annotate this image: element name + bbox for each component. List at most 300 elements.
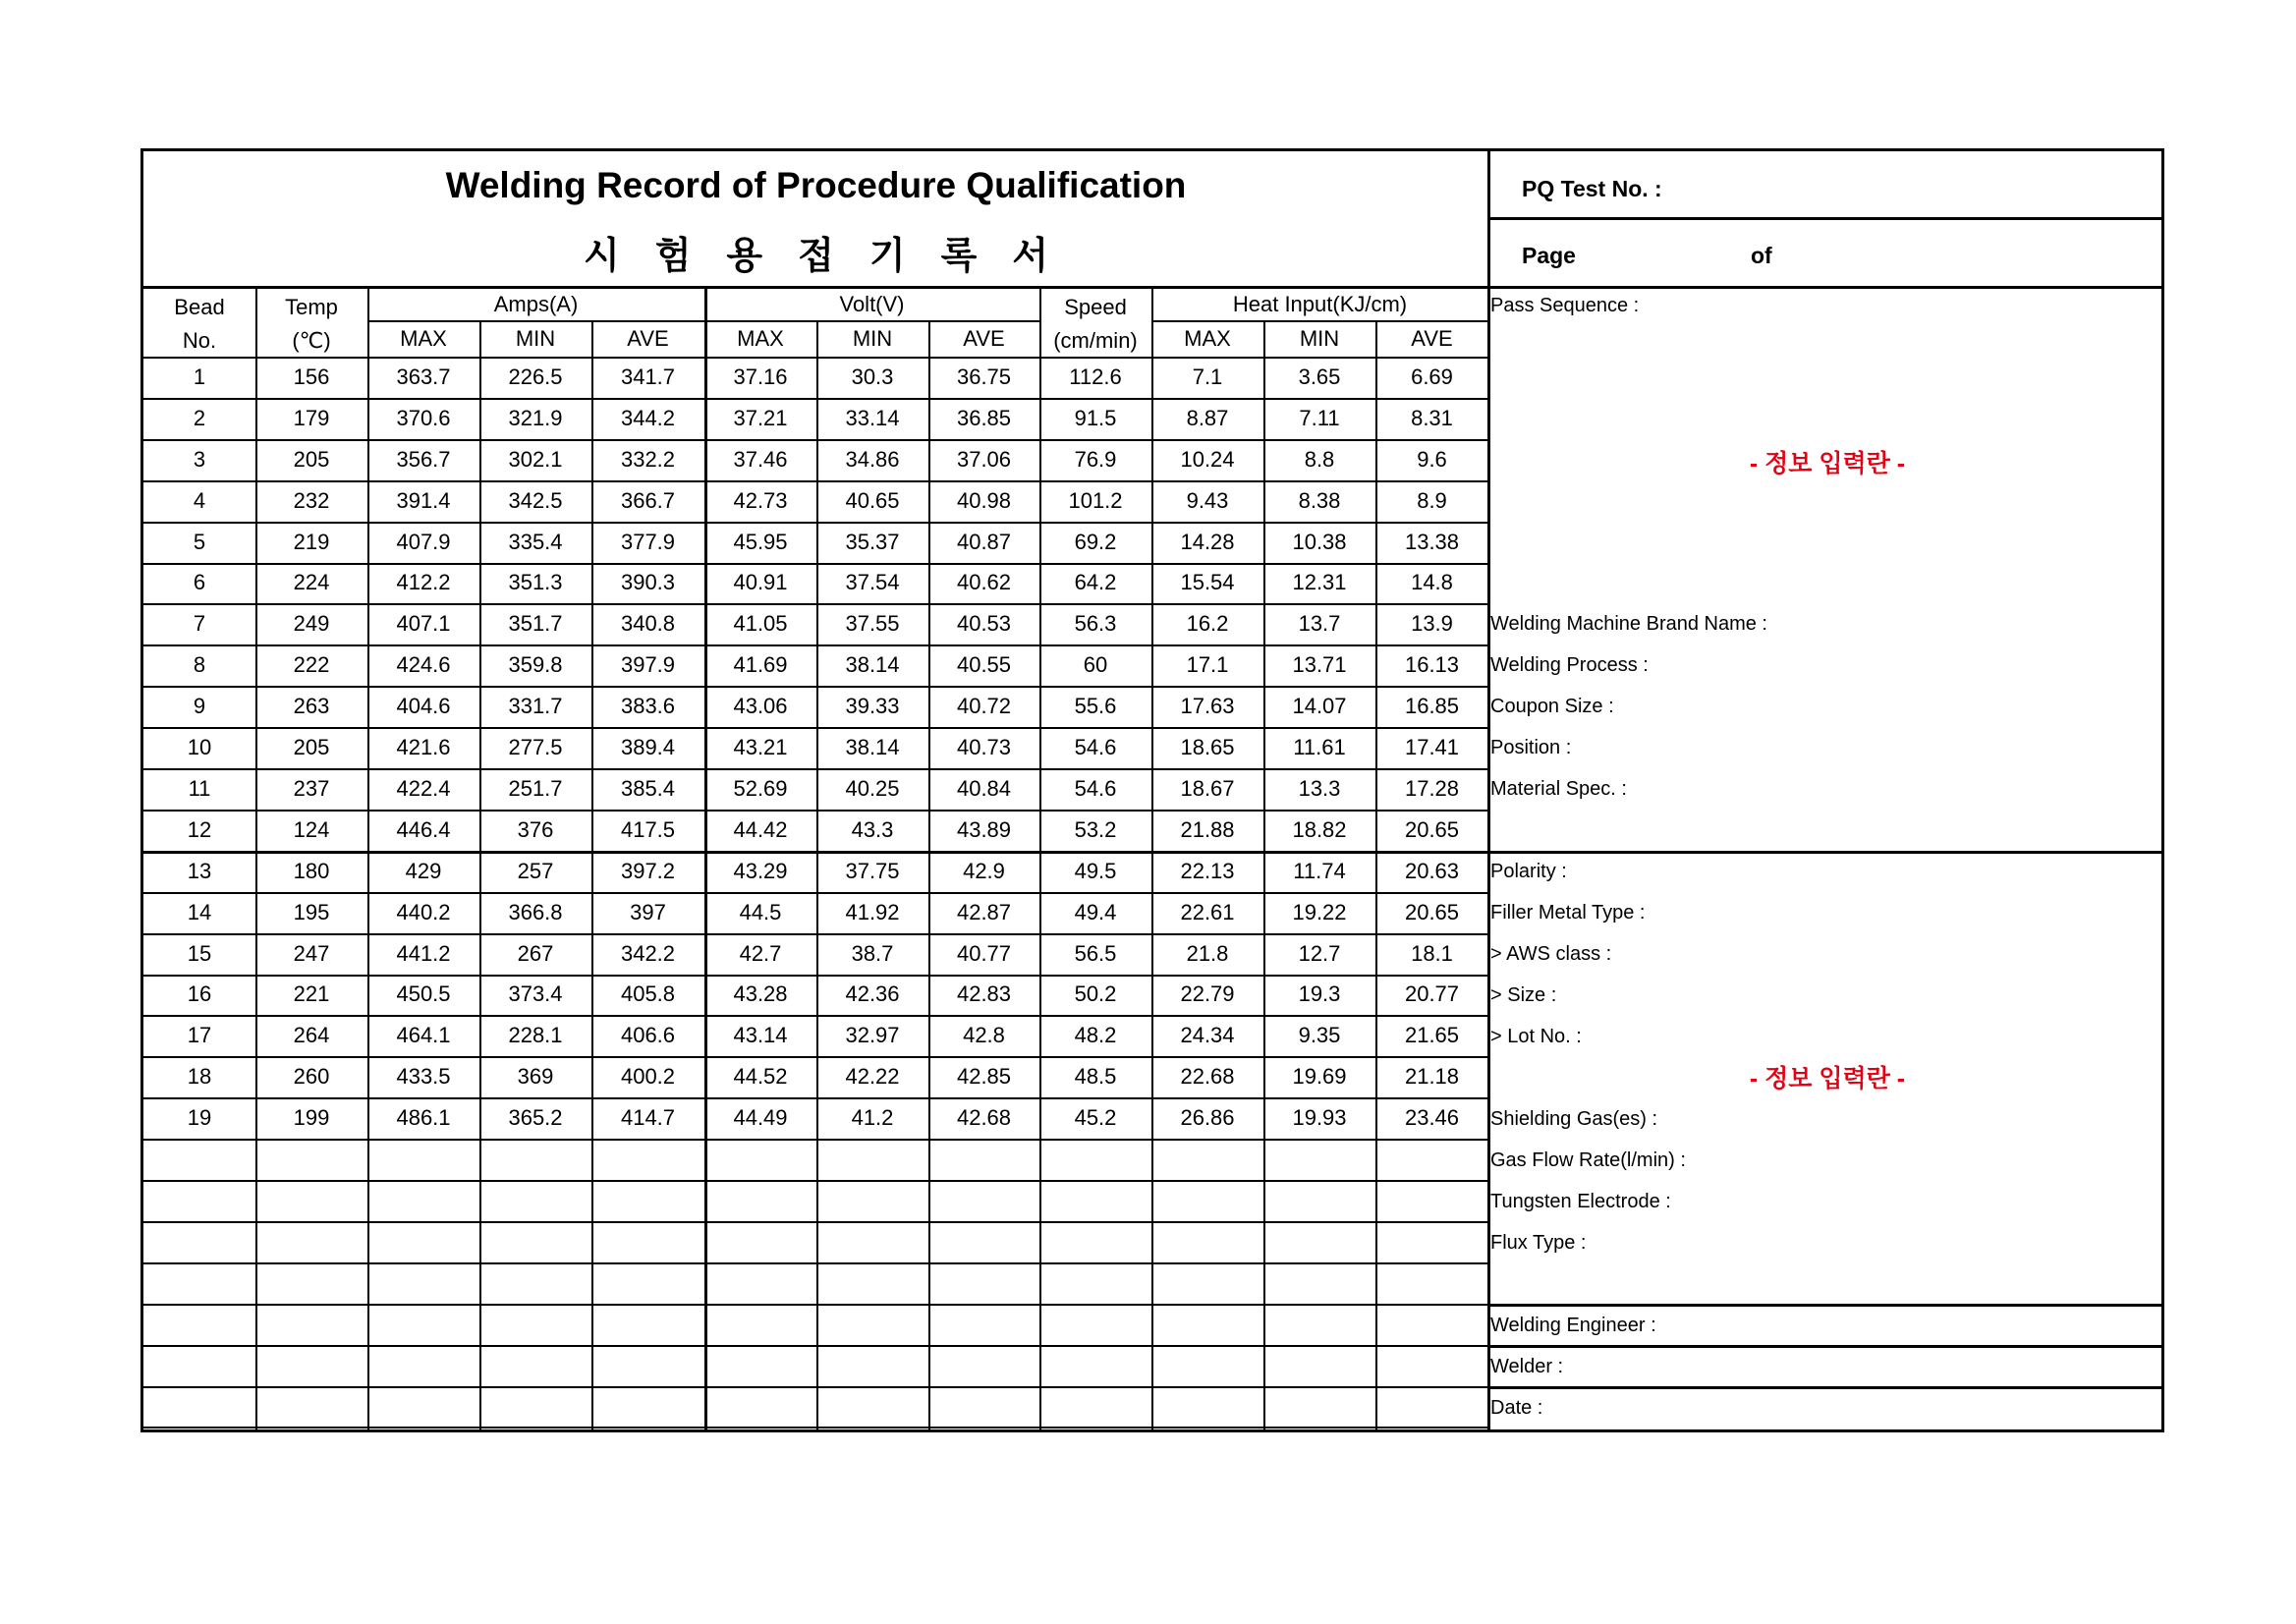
- cell-amps-max: 450.5: [396, 981, 451, 1007]
- cell-speed: 76.9: [1074, 446, 1117, 472]
- label-aws-class: > AWS class :: [1490, 942, 1612, 965]
- grid-hline: [143, 1139, 1487, 1141]
- cell-volt-ave: 36.75: [956, 364, 1012, 389]
- cell-volt-ave: 42.87: [956, 899, 1012, 924]
- cell-volt-max: 37.21: [733, 405, 788, 430]
- cell-amps-ave: 414.7: [620, 1105, 676, 1131]
- label-filler-metal: Filler Metal Type :: [1490, 901, 1646, 924]
- cell-amps-ave: 400.2: [620, 1064, 676, 1090]
- cell-heat-ave: 18.1: [1411, 940, 1453, 966]
- cell-heat-min: 19.93: [1292, 1105, 1347, 1131]
- cell-heat-max: 7.1: [1192, 364, 1223, 389]
- cell-heat-min: 12.31: [1292, 570, 1347, 595]
- cell-amps-ave: 332.2: [620, 446, 676, 472]
- col-speed: Speed: [1064, 295, 1127, 319]
- cell-volt-min: 42.22: [845, 1064, 900, 1090]
- cell-bead-no: 9: [193, 694, 206, 719]
- cell-heat-max: 22.79: [1180, 981, 1235, 1007]
- cell-amps-max: 412.2: [396, 570, 451, 595]
- cell-amps-min: 251.7: [508, 775, 563, 801]
- cell-volt-ave: 40.72: [956, 694, 1012, 719]
- cell-amps-ave: 341.7: [620, 364, 676, 389]
- cell-amps-ave: 340.8: [620, 611, 676, 637]
- grid-vline: [704, 286, 707, 1429]
- label-welding-machine: Welding Machine Brand Name :: [1490, 612, 1767, 635]
- cell-heat-ave: 13.9: [1411, 611, 1453, 637]
- col-amps-min: MIN: [515, 326, 556, 351]
- info-placeholder-top: - 정보 입력란 -: [1749, 450, 1906, 477]
- cell-bead-no: 18: [187, 1064, 212, 1090]
- cell-amps-min: 359.8: [508, 652, 563, 678]
- grid-hline: [1487, 1345, 2161, 1348]
- cell-bead-no: 5: [193, 529, 206, 554]
- grid-hline: [143, 398, 1487, 400]
- label-welding-process: Welding Process :: [1490, 653, 1649, 676]
- cell-heat-ave: 16.13: [1404, 652, 1460, 678]
- cell-temp: 221: [293, 981, 330, 1007]
- cell-volt-max: 44.5: [739, 899, 782, 924]
- grid-hline: [143, 563, 1487, 565]
- cell-volt-min: 33.14: [845, 405, 900, 430]
- grid-hline: [143, 480, 1487, 482]
- cell-volt-min: 38.7: [851, 940, 894, 966]
- cell-amps-min: 267: [517, 940, 554, 966]
- title-ko-char: 록: [940, 235, 978, 277]
- cell-heat-max: 16.2: [1186, 611, 1229, 637]
- col-heat-ave: AVE: [1411, 326, 1453, 351]
- cell-amps-min: 277.5: [508, 735, 563, 760]
- label-coupon-size: Coupon Size :: [1490, 695, 1614, 717]
- cell-volt-max: 43.28: [733, 981, 788, 1007]
- grid-vline: [1151, 286, 1153, 1429]
- cell-speed: 91.5: [1074, 405, 1117, 430]
- cell-volt-min: 40.25: [845, 775, 900, 801]
- cell-amps-ave: 397: [630, 899, 666, 924]
- cell-heat-max: 14.28: [1180, 529, 1235, 554]
- cell-volt-min: 32.97: [845, 1023, 900, 1048]
- cell-heat-min: 13.71: [1292, 652, 1347, 678]
- cell-heat-min: 18.82: [1292, 816, 1347, 842]
- cell-amps-min: 226.5: [508, 364, 563, 389]
- label-welder: Welder :: [1490, 1355, 1564, 1377]
- cell-amps-min: 365.2: [508, 1105, 563, 1131]
- grid-hline: [143, 1262, 1487, 1264]
- cell-amps-min: 321.9: [508, 405, 563, 430]
- cell-amps-max: 446.4: [396, 816, 451, 842]
- title-ko-char: 서: [1012, 235, 1049, 277]
- grid-hline: [143, 357, 1487, 359]
- cell-temp: 237: [293, 775, 330, 801]
- title-ko-char: 접: [798, 235, 834, 277]
- cell-volt-min: 43.3: [851, 816, 894, 842]
- cell-amps-max: 433.5: [396, 1064, 451, 1090]
- cell-volt-max: 43.14: [733, 1023, 788, 1048]
- cell-volt-ave: 40.84: [956, 775, 1012, 801]
- cell-volt-min: 37.75: [845, 858, 900, 883]
- col-amps: Amps(A): [493, 292, 579, 316]
- label-material-spec: Material Spec. :: [1490, 777, 1627, 800]
- label-flux-type: Flux Type :: [1490, 1231, 1587, 1254]
- cell-bead-no: 16: [187, 981, 212, 1007]
- cell-temp: 124: [293, 816, 330, 842]
- cell-amps-ave: 405.8: [620, 981, 676, 1007]
- cell-heat-max: 21.88: [1180, 816, 1235, 842]
- cell-speed: 101.2: [1068, 487, 1123, 513]
- cell-temp: 264: [293, 1023, 330, 1048]
- cell-amps-ave: 390.3: [620, 570, 676, 595]
- cell-amps-ave: 389.4: [620, 735, 676, 760]
- label-pass-sequence: Pass Sequence :: [1490, 294, 1640, 316]
- grid-hline: [143, 933, 1487, 935]
- cell-bead-no: 10: [187, 735, 212, 760]
- cell-speed: 56.5: [1074, 940, 1117, 966]
- col-volt-max: MAX: [737, 326, 784, 351]
- cell-volt-ave: 40.55: [956, 652, 1012, 678]
- cell-amps-max: 407.9: [396, 529, 451, 554]
- cell-heat-ave: 20.65: [1404, 899, 1460, 924]
- cell-amps-min: 376: [517, 816, 554, 842]
- cell-volt-ave: 40.77: [956, 940, 1012, 966]
- cell-bead-no: 17: [187, 1023, 212, 1048]
- cell-volt-min: 37.55: [845, 611, 900, 637]
- cell-amps-max: 356.7: [396, 446, 451, 472]
- cell-amps-max: 486.1: [396, 1105, 451, 1131]
- grid-vline: [367, 286, 369, 1429]
- cell-bead-no: 19: [187, 1105, 212, 1131]
- label-date: Date :: [1490, 1396, 1543, 1419]
- col-heat-min: MIN: [1299, 326, 1340, 351]
- cell-heat-min: 14.07: [1292, 694, 1347, 719]
- cell-volt-max: 45.95: [733, 529, 788, 554]
- pq-record-form: [140, 148, 2164, 1432]
- cell-volt-ave: 42.85: [956, 1064, 1012, 1090]
- cell-heat-max: 18.65: [1180, 735, 1235, 760]
- cell-heat-ave: 9.6: [1417, 446, 1447, 472]
- cell-speed: 49.4: [1074, 899, 1117, 924]
- cell-heat-ave: 20.77: [1404, 981, 1460, 1007]
- cell-heat-max: 10.24: [1180, 446, 1235, 472]
- cell-heat-min: 10.38: [1292, 529, 1347, 554]
- label-lot-no: > Lot No. :: [1490, 1025, 1582, 1047]
- cell-temp: 205: [293, 735, 330, 760]
- grid-hline: [1151, 320, 1487, 322]
- col-speed-unit: (cm/min): [1053, 328, 1138, 353]
- cell-volt-ave: 42.9: [963, 858, 1005, 883]
- cell-temp: 247: [293, 940, 330, 966]
- label-polarity: Polarity :: [1490, 860, 1567, 882]
- cell-speed: 45.2: [1074, 1105, 1117, 1131]
- grid-hline: [143, 727, 1487, 729]
- cell-volt-min: 42.36: [845, 981, 900, 1007]
- cell-bead-no: 3: [193, 446, 206, 472]
- col-volt-ave: AVE: [963, 326, 1005, 351]
- cell-temp: 219: [293, 529, 330, 554]
- cell-heat-max: 26.86: [1180, 1105, 1235, 1131]
- cell-heat-min: 11.74: [1293, 858, 1346, 883]
- grid-hline: [143, 522, 1487, 524]
- cell-heat-max: 15.54: [1180, 570, 1235, 595]
- cell-bead-no: 1: [193, 364, 206, 389]
- cell-heat-min: 19.3: [1298, 981, 1341, 1007]
- title-ko-char: 험: [654, 235, 692, 277]
- cell-heat-min: 3.65: [1298, 364, 1341, 389]
- cell-volt-max: 41.69: [733, 652, 788, 678]
- page-label: Page: [1522, 242, 1576, 268]
- grid-hline: [1487, 1386, 2161, 1389]
- cell-volt-max: 44.49: [733, 1105, 788, 1131]
- cell-heat-ave: 17.41: [1404, 735, 1460, 760]
- cell-volt-max: 43.29: [733, 858, 788, 883]
- cell-temp: 180: [293, 858, 330, 883]
- grid-hline: [143, 1221, 1487, 1223]
- cell-heat-min: 7.11: [1299, 405, 1340, 430]
- cell-heat-max: 22.61: [1180, 899, 1235, 924]
- cell-amps-min: 302.1: [508, 446, 563, 472]
- title-ko-char: 용: [726, 235, 763, 277]
- cell-heat-ave: 23.46: [1404, 1105, 1460, 1131]
- cell-amps-ave: 397.2: [620, 858, 676, 883]
- cell-bead-no: 2: [193, 405, 206, 430]
- cell-volt-max: 41.05: [733, 611, 788, 637]
- cell-speed: 55.6: [1074, 694, 1117, 719]
- cell-heat-max: 8.87: [1186, 405, 1229, 430]
- cell-temp: 156: [293, 364, 330, 389]
- cell-volt-max: 52.69: [733, 775, 788, 801]
- cell-amps-min: 342.5: [508, 487, 563, 513]
- cell-heat-min: 8.8: [1304, 446, 1335, 472]
- cell-volt-min: 30.3: [851, 364, 894, 389]
- cell-amps-max: 440.2: [396, 899, 451, 924]
- cell-volt-min: 41.92: [845, 899, 900, 924]
- cell-amps-min: 351.3: [508, 570, 563, 595]
- cell-volt-ave: 40.73: [956, 735, 1012, 760]
- cell-heat-ave: 16.85: [1404, 694, 1460, 719]
- cell-speed: 50.2: [1074, 981, 1117, 1007]
- cell-bead-no: 7: [193, 611, 206, 637]
- cell-amps-max: 404.6: [396, 694, 451, 719]
- cell-temp: 199: [293, 1105, 330, 1131]
- cell-volt-max: 44.42: [733, 816, 788, 842]
- form-title-en: Welding Record of Procedure Qualification: [445, 165, 1187, 205]
- cell-amps-min: 331.7: [508, 694, 563, 719]
- cell-temp: 205: [293, 446, 330, 472]
- label-shielding-gas: Shielding Gas(es) :: [1490, 1107, 1658, 1130]
- grid-hline: [143, 1345, 1487, 1347]
- grid-hline: [1487, 851, 2161, 854]
- cell-heat-ave: 17.28: [1404, 775, 1460, 801]
- title-ko-char: 기: [868, 235, 906, 277]
- cell-amps-max: 424.6: [396, 652, 451, 678]
- cell-heat-max: 9.43: [1186, 487, 1229, 513]
- cell-volt-min: 41.2: [851, 1105, 894, 1131]
- cell-volt-ave: 40.87: [956, 529, 1012, 554]
- label-position: Position :: [1490, 736, 1572, 758]
- col-heat-input: Heat Input(KJ/cm): [1232, 292, 1408, 316]
- cell-volt-min: 34.86: [845, 446, 900, 472]
- cell-volt-ave: 37.06: [956, 446, 1012, 472]
- cell-heat-max: 18.67: [1180, 775, 1235, 801]
- cell-bead-no: 13: [187, 858, 212, 883]
- cell-bead-no: 6: [193, 570, 206, 595]
- cell-volt-max: 42.7: [739, 940, 782, 966]
- cell-speed: 53.2: [1074, 816, 1117, 842]
- cell-volt-ave: 40.62: [956, 570, 1012, 595]
- cell-heat-min: 8.38: [1298, 487, 1341, 513]
- cell-speed: 54.6: [1074, 775, 1117, 801]
- grid-hline: [143, 439, 1487, 441]
- cell-bead-no: 15: [187, 940, 212, 966]
- cell-volt-ave: 43.89: [956, 816, 1012, 842]
- cell-heat-max: 21.8: [1186, 940, 1229, 966]
- grid-vline: [255, 286, 257, 1429]
- grid-hline: [143, 1180, 1487, 1182]
- cell-bead-no: 11: [188, 775, 211, 801]
- cell-heat-max: 17.63: [1180, 694, 1235, 719]
- cell-heat-min: 11.61: [1293, 735, 1346, 760]
- cell-temp: 232: [293, 487, 330, 513]
- cell-speed: 49.5: [1074, 858, 1117, 883]
- grid-hline: [143, 892, 1487, 894]
- cell-amps-ave: 397.9: [620, 652, 676, 678]
- of-label: of: [1751, 242, 1772, 268]
- cell-heat-ave: 8.9: [1417, 487, 1447, 513]
- cell-volt-min: 37.54: [845, 570, 900, 595]
- cell-volt-ave: 42.68: [956, 1105, 1012, 1131]
- cell-amps-max: 363.7: [396, 364, 451, 389]
- cell-temp: 260: [293, 1064, 330, 1090]
- cell-amps-ave: 377.9: [620, 529, 676, 554]
- grid-hline: [1487, 217, 2161, 220]
- cell-amps-max: 407.1: [396, 611, 451, 637]
- label-gas-flow: Gas Flow Rate(l/min) :: [1490, 1148, 1686, 1171]
- cell-amps-ave: 385.4: [620, 775, 676, 801]
- pq-test-no-label: PQ Test No. :: [1522, 175, 1662, 201]
- label-size: > Size :: [1490, 983, 1557, 1006]
- cell-volt-ave: 40.98: [956, 487, 1012, 513]
- grid-hline: [143, 686, 1487, 688]
- col-temp-unit: (℃): [292, 328, 331, 353]
- cell-amps-min: 335.4: [508, 529, 563, 554]
- cell-speed: 48.5: [1074, 1064, 1117, 1090]
- cell-amps-max: 391.4: [396, 487, 451, 513]
- cell-amps-min: 373.4: [508, 981, 563, 1007]
- grid-hline: [143, 810, 1487, 812]
- cell-speed: 64.2: [1074, 570, 1117, 595]
- grid-hline: [143, 851, 1487, 854]
- cell-volt-ave: 42.83: [956, 981, 1012, 1007]
- cell-heat-ave: 20.63: [1404, 858, 1460, 883]
- cell-amps-ave: 406.6: [620, 1023, 676, 1048]
- grid-hline: [143, 1056, 1487, 1058]
- cell-volt-max: 44.52: [733, 1064, 788, 1090]
- grid-vline: [1487, 151, 1490, 1429]
- cell-volt-min: 35.37: [845, 529, 900, 554]
- grid-hline: [143, 1304, 1487, 1306]
- cell-volt-max: 37.16: [733, 364, 788, 389]
- title-ko-char: 시: [583, 235, 620, 277]
- cell-volt-max: 42.73: [733, 487, 788, 513]
- cell-heat-min: 19.22: [1292, 899, 1347, 924]
- cell-temp: 179: [293, 405, 330, 430]
- col-amps-max: MAX: [400, 326, 447, 351]
- cell-heat-ave: 14.8: [1411, 570, 1453, 595]
- cell-speed: 69.2: [1074, 529, 1117, 554]
- cell-heat-max: 17.1: [1186, 652, 1229, 678]
- cell-amps-ave: 366.7: [620, 487, 676, 513]
- cell-heat-ave: 21.65: [1404, 1023, 1460, 1048]
- grid-hline: [143, 1097, 1487, 1099]
- cell-amps-max: 421.6: [396, 735, 451, 760]
- cell-volt-max: 43.21: [733, 735, 788, 760]
- cell-heat-ave: 20.65: [1404, 816, 1460, 842]
- col-temp: Temp: [285, 295, 338, 319]
- cell-heat-min: 12.7: [1298, 940, 1341, 966]
- col-volt-min: MIN: [852, 326, 893, 351]
- cell-speed: 112.6: [1069, 364, 1122, 389]
- grid-hline: [143, 1427, 1487, 1428]
- cell-speed: 54.6: [1074, 735, 1117, 760]
- col-heat-max: MAX: [1184, 326, 1231, 351]
- cell-speed: 60: [1083, 652, 1108, 678]
- col-amps-ave: AVE: [627, 326, 669, 351]
- cell-heat-max: 24.34: [1180, 1023, 1235, 1048]
- label-welding-engineer: Welding Engineer :: [1490, 1314, 1656, 1336]
- cell-bead-no: 12: [187, 816, 212, 842]
- cell-amps-max: 370.6: [396, 405, 451, 430]
- cell-amps-ave: 383.6: [620, 694, 676, 719]
- cell-temp: 263: [293, 694, 330, 719]
- cell-amps-max: 422.4: [396, 775, 451, 801]
- cell-heat-ave: 13.38: [1404, 529, 1460, 554]
- cell-volt-min: 40.65: [845, 487, 900, 513]
- cell-bead-no: 4: [193, 487, 206, 513]
- form-title-ko: [143, 222, 1488, 281]
- cell-amps-ave: 417.5: [620, 816, 676, 842]
- cell-temp: 249: [293, 611, 330, 637]
- cell-speed: 56.3: [1074, 611, 1117, 637]
- cell-temp: 224: [293, 570, 330, 595]
- cell-amps-max: 441.2: [396, 940, 451, 966]
- col-bead: Bead: [174, 295, 225, 319]
- grid-hline: [143, 1015, 1487, 1017]
- cell-amps-min: 369: [517, 1064, 554, 1090]
- cell-bead-no: 14: [187, 899, 212, 924]
- grid-hline: [143, 603, 1487, 605]
- col-bead-no: No.: [182, 328, 217, 353]
- cell-volt-ave: 40.53: [956, 611, 1012, 637]
- grid-vline: [1039, 286, 1041, 1429]
- grid-hline: [143, 1386, 1487, 1388]
- grid-hline: [367, 320, 1039, 322]
- cell-heat-min: 9.35: [1298, 1023, 1341, 1048]
- cell-heat-ave: 21.18: [1404, 1064, 1460, 1090]
- cell-heat-min: 13.7: [1298, 611, 1341, 637]
- cell-heat-min: 13.3: [1298, 775, 1341, 801]
- cell-bead-no: 8: [193, 652, 206, 678]
- cell-heat-max: 22.68: [1180, 1064, 1235, 1090]
- cell-heat-ave: 8.31: [1411, 405, 1453, 430]
- grid-hline: [143, 644, 1487, 646]
- cell-amps-min: 257: [517, 858, 554, 883]
- cell-temp: 222: [293, 652, 330, 678]
- label-tungsten: Tungsten Electrode :: [1490, 1190, 1671, 1212]
- cell-amps-min: 366.8: [508, 899, 563, 924]
- info-placeholder-bottom: - 정보 입력란 -: [1749, 1065, 1906, 1092]
- cell-heat-max: 22.13: [1180, 858, 1235, 883]
- cell-volt-ave: 42.8: [963, 1023, 1005, 1048]
- cell-amps-max: 429: [405, 858, 442, 883]
- cell-temp: 195: [293, 899, 330, 924]
